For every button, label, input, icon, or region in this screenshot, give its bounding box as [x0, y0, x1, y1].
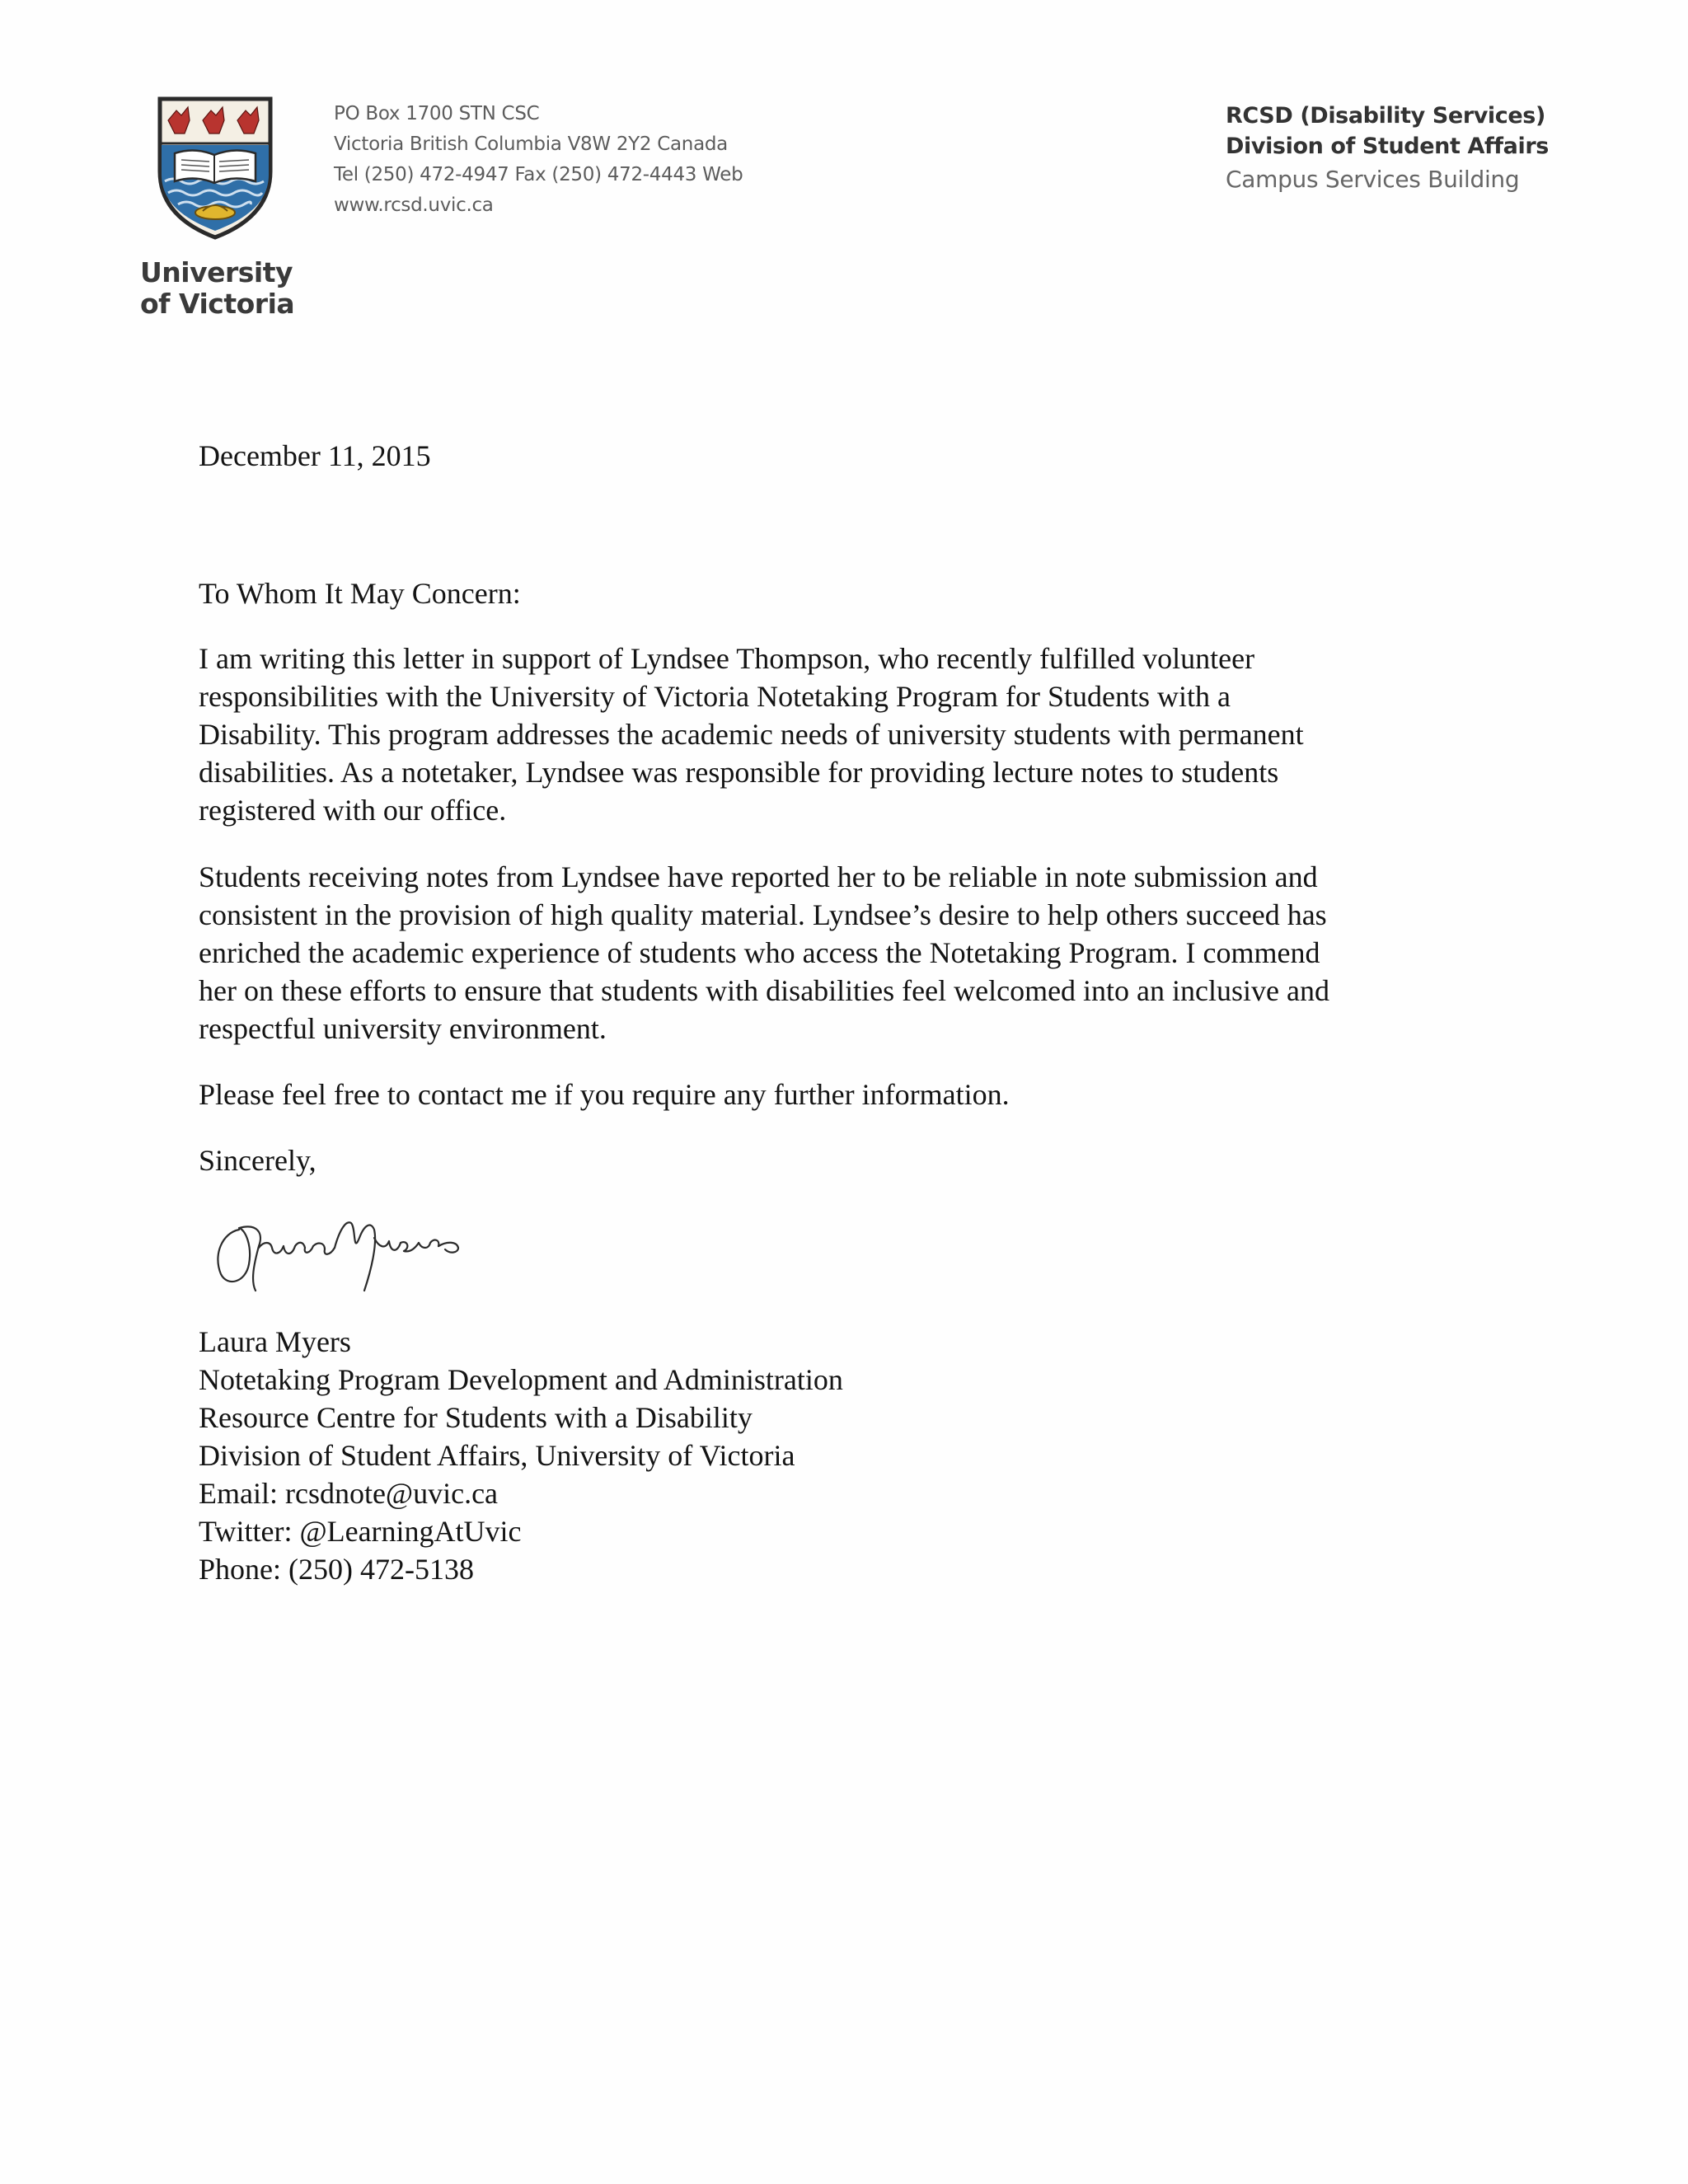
closing: Sincerely, [199, 1144, 316, 1177]
paragraph-2-line: her on these efforts to ensure that students with disabilities feel welcomed into an inclusive and [199, 974, 1329, 1007]
paragraph-2-line: consistent in the provision of high quality material. Lyndsee’s desire to help others succeed has [199, 898, 1327, 931]
paragraph-1 [199, 640, 1304, 829]
paragraph-3: Please feel free to contact me if you require any further information. [199, 1078, 1010, 1111]
address-line-website[interactable]: www.rcsd.uvic.ca [334, 194, 494, 216]
department-block [1226, 101, 1549, 198]
signatory-unit: Resource Centre for Students with a Disability [199, 1401, 753, 1434]
paragraph-1-line: disabilities. As a notetaker, Lyndsee was responsible for providing lecture notes to students [199, 756, 1279, 789]
university-wordmark [140, 257, 294, 320]
signatory-twitter[interactable]: Twitter: @LearningAtUvic [199, 1515, 522, 1548]
mailing-address [334, 99, 743, 221]
signature-image [206, 1205, 503, 1296]
paragraph-2-line: enriched the academic experience of students who access the Notetaking Program. I commend [199, 936, 1320, 969]
paragraph-2-line: respectful university environment. [199, 1012, 607, 1045]
address-line-po-box: PO Box 1700 STN CSC [334, 103, 540, 124]
paragraph-1-line: Disability. This program addresses the academic needs of university students with permanent [199, 718, 1304, 751]
building-name: Campus Services Building [1226, 166, 1520, 193]
signatory-email[interactable]: Email: rcsdnote@uvic.ca [199, 1477, 499, 1510]
university-name-line1: University [140, 256, 293, 288]
address-line-city: Victoria British Columbia V8W 2Y2 Canada [334, 134, 728, 155]
university-crest-icon [157, 96, 274, 241]
signatory-phone: Phone: (250) 472-5138 [199, 1553, 474, 1586]
paragraph-1-line: registered with our office. [199, 794, 507, 827]
university-name-line2: of Victoria [140, 288, 295, 320]
salutation: To Whom It May Concern: [199, 577, 521, 610]
department-name: RCSD (Disability Services) [1226, 103, 1545, 129]
letter-date: December 11, 2015 [199, 439, 431, 472]
paragraph-2-line: Students receiving notes from Lyndsee have reported her to be reliable in note submission and [199, 860, 1318, 893]
signatory-block [199, 1323, 843, 1588]
paragraph-1-line: responsibilities with the University of Victoria Notetaking Program for Students with a [199, 680, 1231, 713]
signatory-division: Division of Student Affairs, University of Victoria [199, 1439, 795, 1472]
address-line-phone-fax: Tel (250) 472-4947 Fax (250) 472-4443 Web [334, 164, 743, 185]
paragraph-2 [199, 858, 1329, 1047]
paragraph-1-line: I am writing this letter in support of Lyndsee Thompson, who recently fulfilled volunteer [199, 642, 1255, 675]
signatory-name: Laura Myers [199, 1325, 351, 1358]
division-name: Division of Student Affairs [1226, 134, 1549, 159]
signatory-title: Notetaking Program Development and Administration [199, 1363, 843, 1396]
